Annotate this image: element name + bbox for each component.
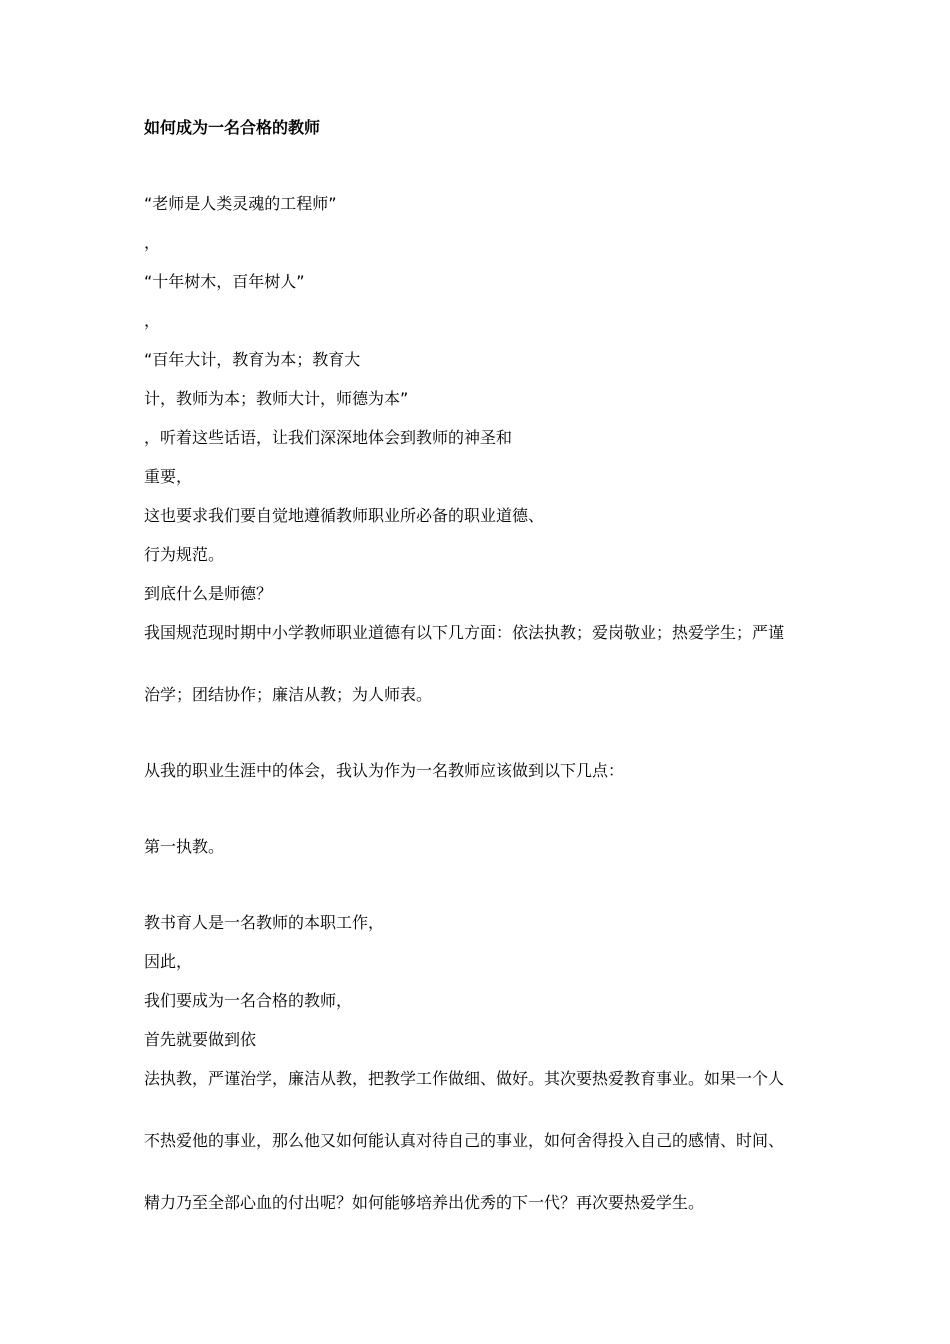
paragraph-line: 这也要求我们要自觉地遵循教师职业所必备的职业道德、 <box>144 506 545 525</box>
paragraph-line: “老师是人类灵魂的工程师” <box>144 194 337 213</box>
paragraph-line: 第一执教。 <box>144 837 225 856</box>
paragraph-line: 我们要成为一名合格的教师， <box>144 991 353 1010</box>
paragraph-line: 我国规范现时期中小学教师职业道德有以下几方面：依法执教；爱岗敬业；热爱学生；严谨 <box>144 623 785 642</box>
paragraph-line: 教书育人是一名教师的本职工作， <box>144 913 385 932</box>
paragraph-line: ， <box>144 311 161 330</box>
paragraph-line: 不热爱他的事业，那么他又如何能认真对待自己的事业，如何舍得投入自己的感情、时间、 <box>144 1131 785 1150</box>
paragraph-line: ， <box>144 233 161 252</box>
paragraph-line: ，听着这些话语，让我们深深地体会到教师的神圣和 <box>144 428 513 447</box>
paragraph-line: 从我的职业生涯中的体会，我认为作为一名教师应该做到以下几点： <box>144 761 625 780</box>
paragraph-line: 法执教，严谨治学，廉洁从教，把教学工作做细、做好。其次要热爱教育事业。如果一个人 <box>144 1069 785 1088</box>
paragraph-line: “百年大计，教育为本；教育大 <box>144 350 361 369</box>
paragraph-line: 治学；团结协作；廉洁从教；为人师表。 <box>144 685 433 704</box>
document-title: 如何成为一名合格的教师 <box>144 118 321 137</box>
paragraph-line: 计，教师为本；教师大计，师德为本” <box>144 389 409 408</box>
paragraph-line: 首先就要做到依 <box>144 1030 257 1049</box>
paragraph-line: “十年树木，百年树人” <box>144 272 305 291</box>
paragraph-line: 精力乃至全部心血的付出呢？如何能够培养出优秀的下一代？再次要热爱学生。 <box>144 1193 705 1212</box>
paragraph-line: 行为规范。 <box>144 545 225 564</box>
paragraph-line: 因此， <box>144 952 193 971</box>
paragraph-line: 重要， <box>144 467 193 486</box>
paragraph-line: 到底什么是师德？ <box>144 584 273 603</box>
